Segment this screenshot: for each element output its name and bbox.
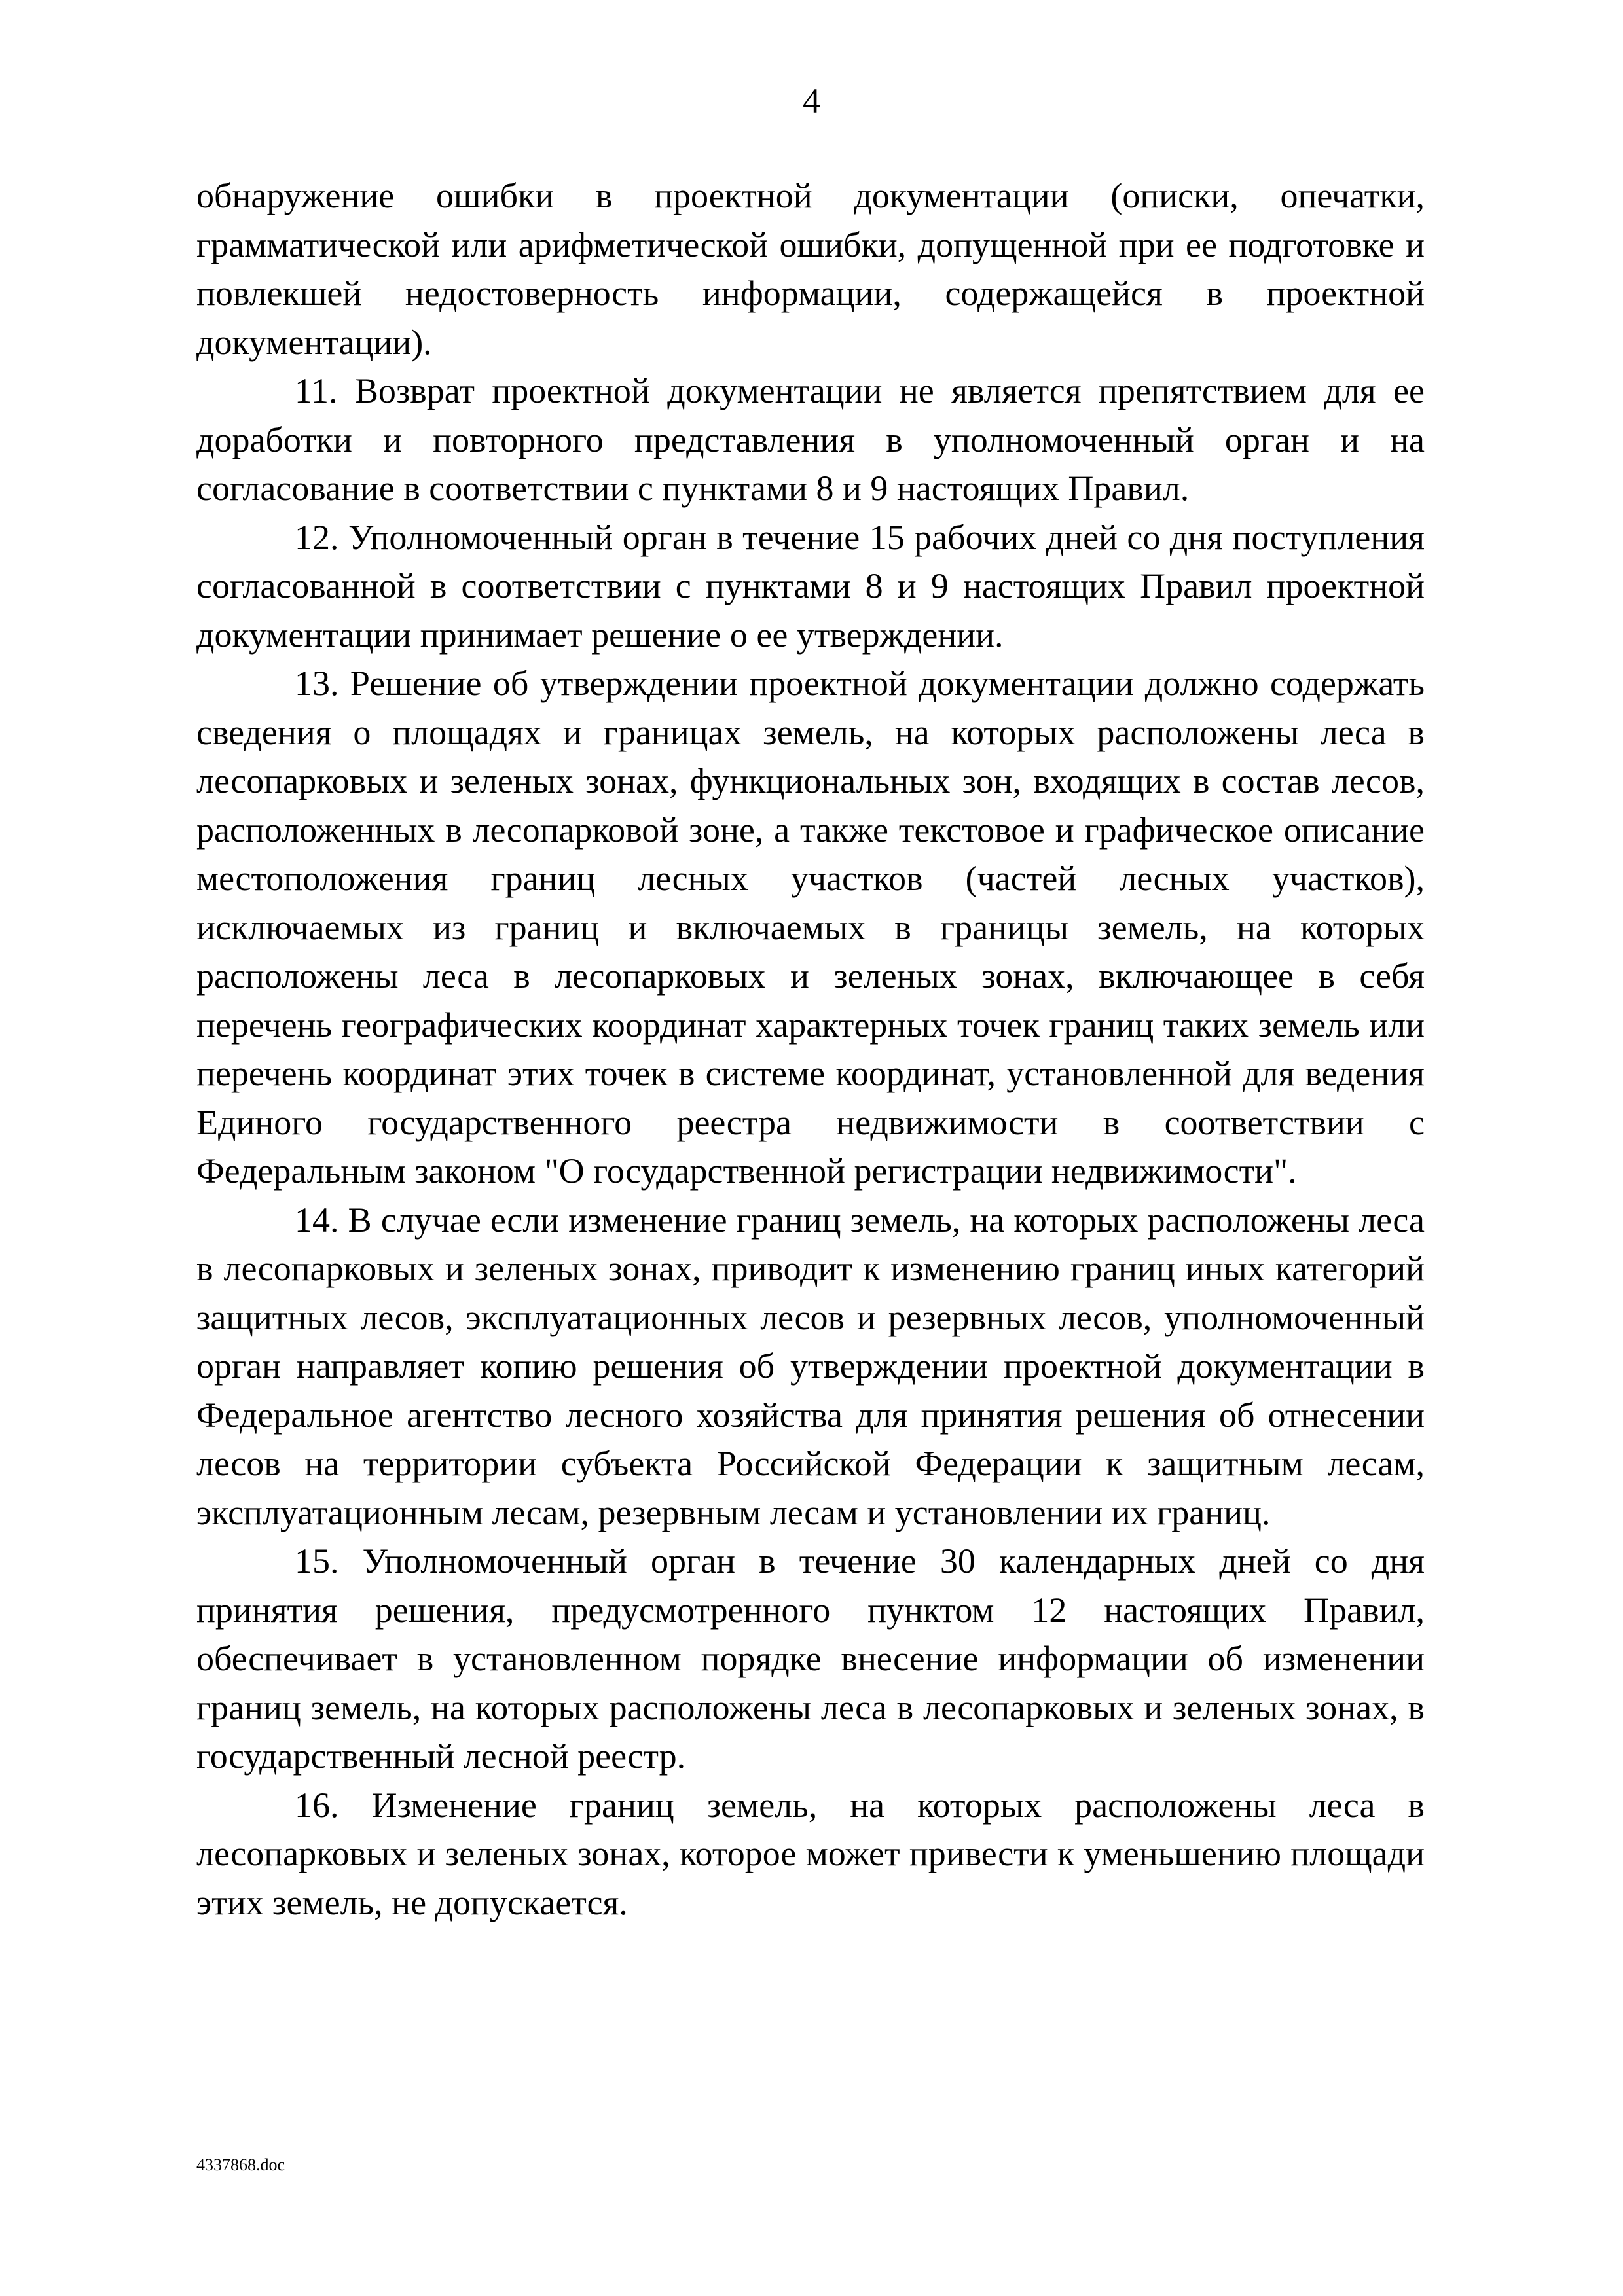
document-footer-filename: 4337868.doc: [196, 2155, 285, 2174]
paragraph-13: 13. Решение об утверждении проектной документации должно содержать сведения о площадях и границах земель, на которых расположены леса в лесопарковых и зеленых зонах, функциональных зон, входящих в состав лесов, расположенных в лесопарковой зоне, а также текстовое и графическое описание местоположения границ лесных участков (частей лесных участков), исключаемых из границ и включаемых в границы земель, на которых расположены леса в лесопарковых и зеленых зонах, включающее в себя перечень географических координат характерных точек границ таких земель или перечень координат этих точек в системе координат, установленной для ведения Единого государственного реестра недвижимости в соответствии с Федеральным законом "О государственной регистрации недвижимости".: [196, 664, 1425, 1191]
page-number: 4: [803, 81, 820, 120]
paragraph-11: 11. Возврат проектной документации не является препятствием для ее доработки и повторного представления в уполномоченный орган и на согласование в соответствии с пунктами 8 и 9 настоящих Правил.: [196, 371, 1425, 508]
paragraph-12: 12. Уполномоченный орган в течение 15 рабочих дней со дня поступления согласованной в соответствии с пунктами 8 и 9 настоящих Правил проектной документации принимает решение о ее утверждении.: [196, 517, 1425, 655]
paragraph-16: 16. Изменение границ земель, на которых расположены леса в лесопарковых и зеленых зонах, которое может привести к уменьшению площади этих земель, не допускается.: [196, 1785, 1425, 1922]
document-body: [196, 171, 1425, 1927]
paragraph-15: 15. Уполномоченный орган в течение 30 календарных дней со дня принятия решения, предусмотренного пунктом 12 настоящих Правил, обеспечивает в установленном порядке внесение информации об изменении границ земель, на которых расположены леса в лесопарковых и зеленых зонах, в государственный лесной реестр.: [196, 1541, 1425, 1776]
paragraph-continuation: обнаружение ошибки в проектной документации (описки, опечатки, грамматической или арифметической ошибки, допущенной при ее подготовке и повлекшей недостоверность информации, содержащейся в проектной документации).: [196, 176, 1425, 362]
paragraph-14: 14. В случае если изменение границ земель, на которых расположены леса в лесопарковых и зеленых зонах, приводит к изменению границ иных категорий защитных лесов, эксплуатационных лесов и резервных лесов, уполномоченный орган направляет копию решения об утверждении проектной документации в Федеральное агентство лесного хозяйства для принятия решения об отнесении лесов на территории субъекта Российской Федерации к защитным лесам, эксплуатационным лесам, резервным лесам и установлении их границ.: [196, 1200, 1425, 1532]
